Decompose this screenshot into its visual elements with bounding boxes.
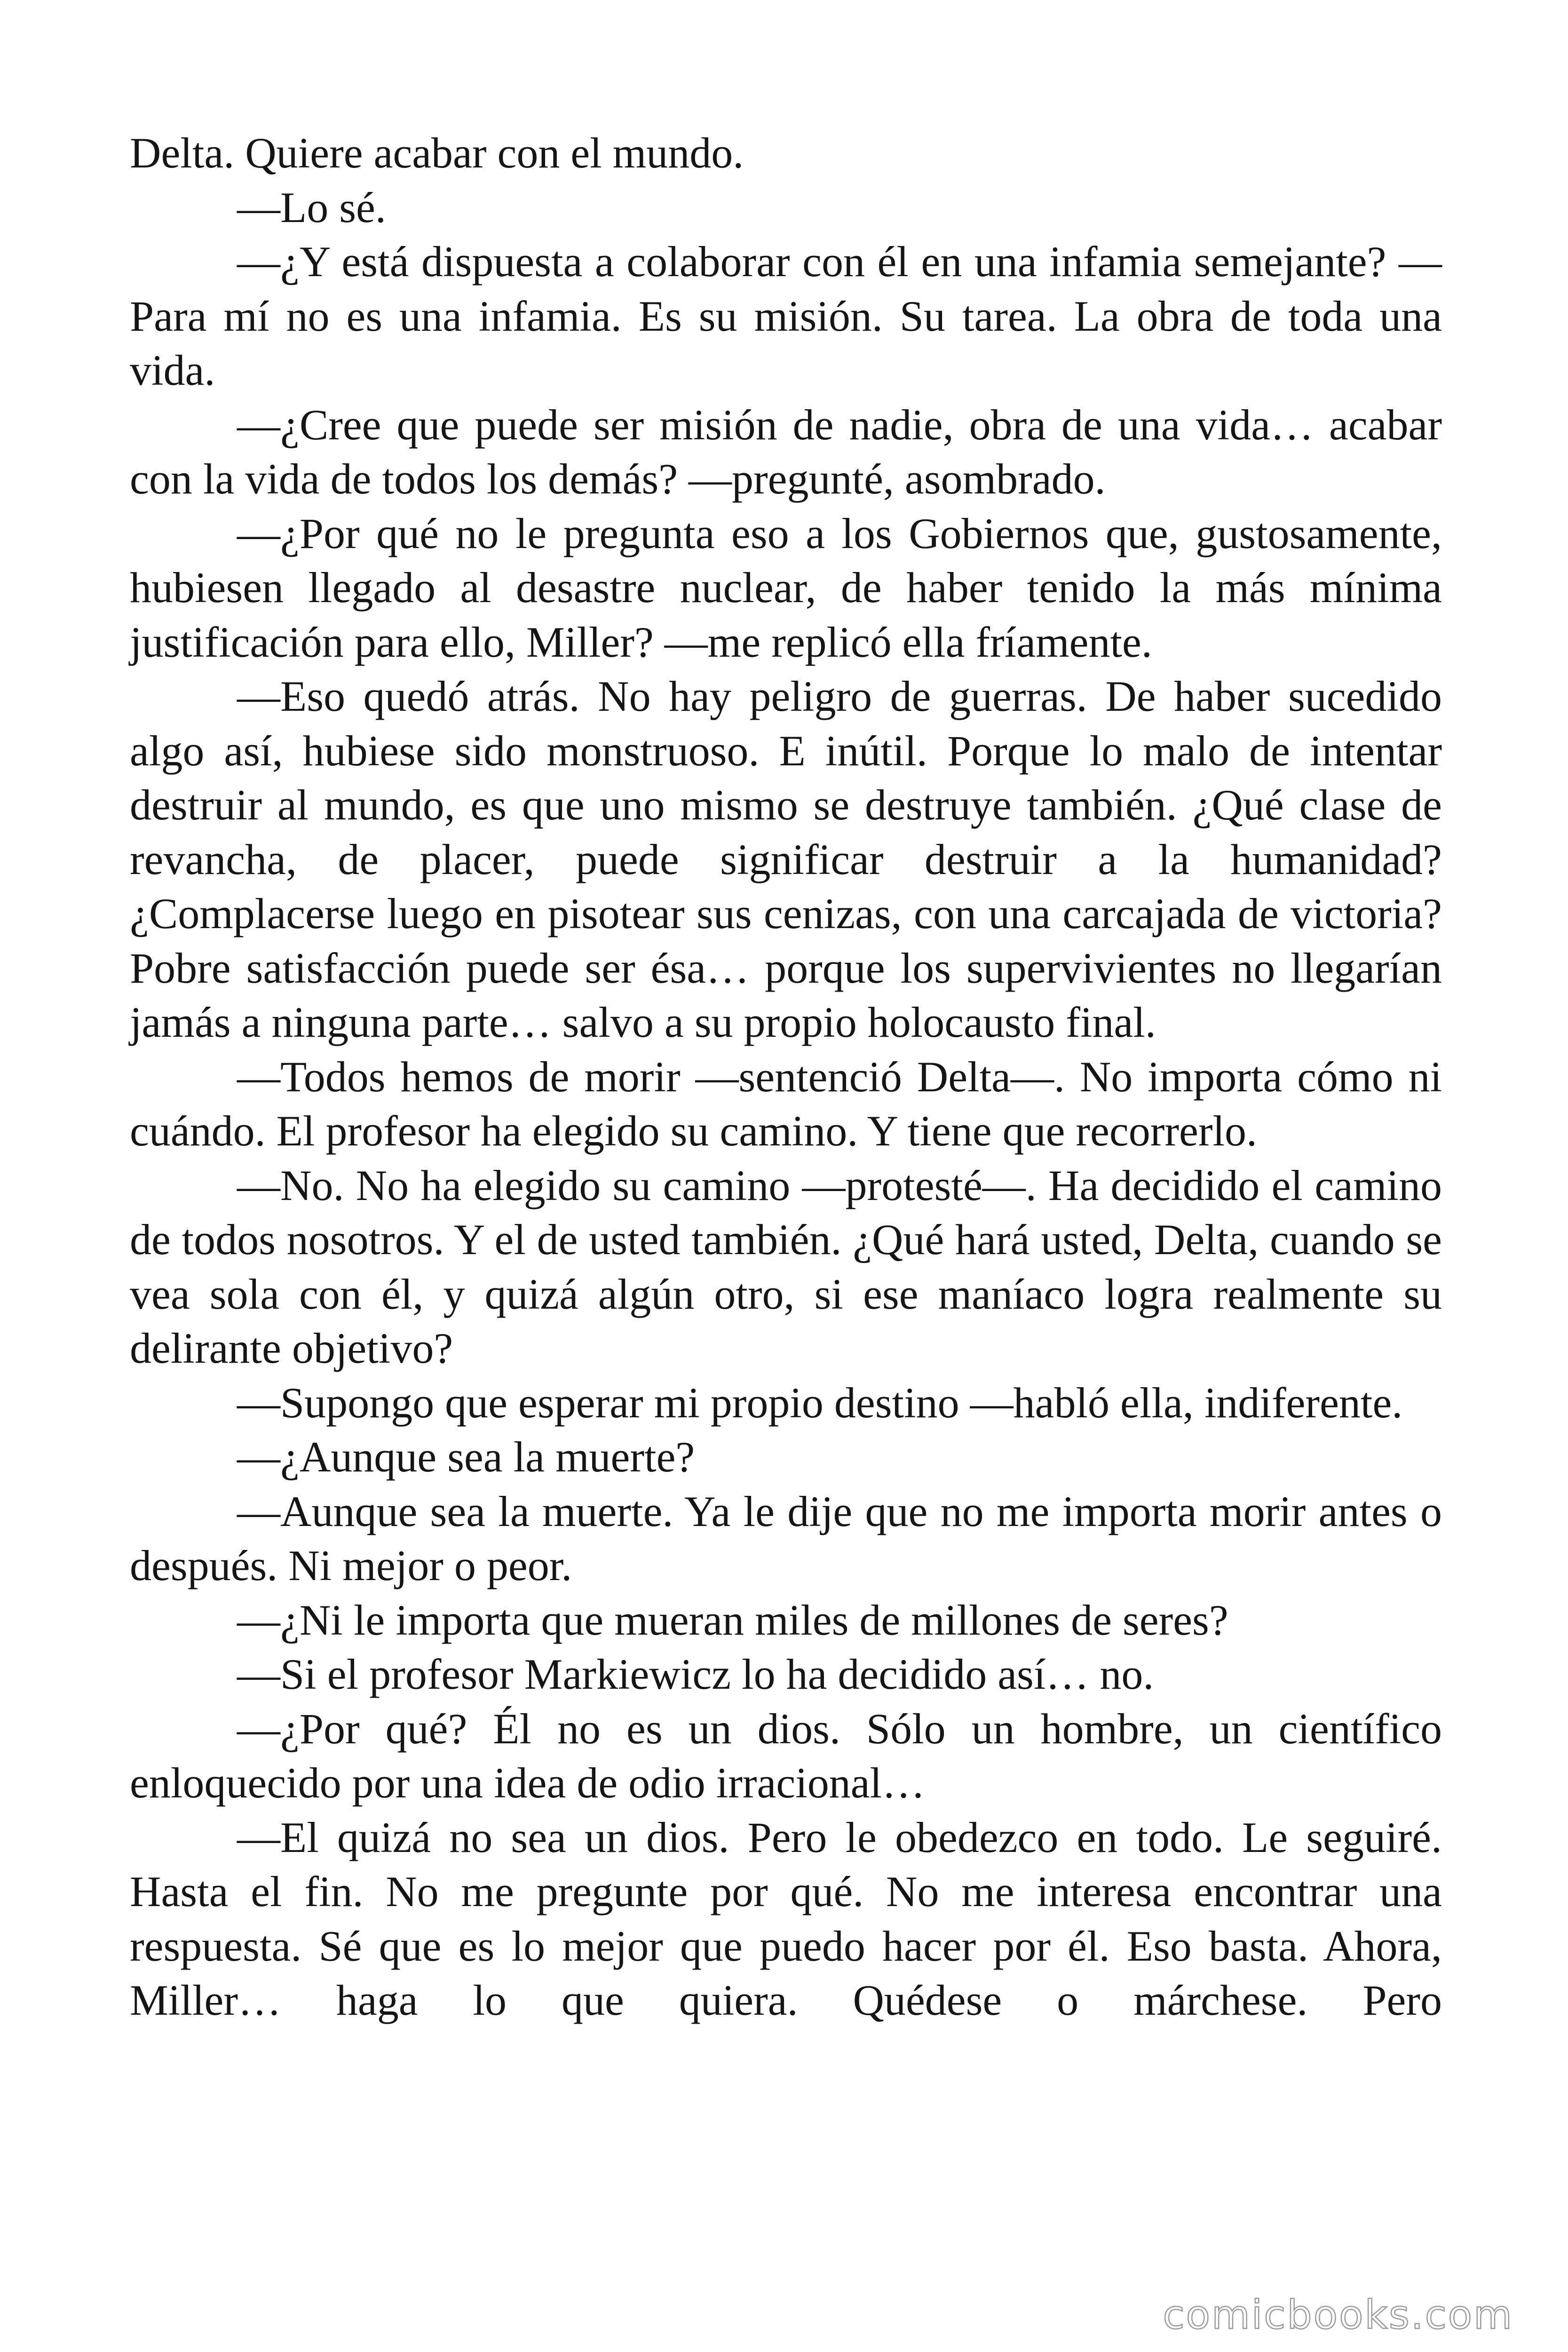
paragraph-3: —¿Y está dispuesta a colaborar con él en una infamia semejante? —Para mí no es una infamia. Es su misión. Su tarea. La obra de toda una vida. <box>130 238 1442 394</box>
paragraph-12: —¿Ni le importa que mueran miles de millones de seres? <box>237 1596 1228 1644</box>
paragraph-1: Delta. Quiere acabar con el mundo. <box>130 129 744 177</box>
page-body <box>130 126 1442 2028</box>
paragraph-14: —¿Por qué? Él no es un dios. Sólo un hombre, un científico enloquecido por una idea de odio irracional… <box>130 1704 1442 1807</box>
paragraph-10: —¿Aunque sea la muerte? <box>237 1433 695 1481</box>
paragraph-8: —No. No ha elegido su camino —protesté—. Ha decidido el camino de todos nosotros. Y el de usted también. ¿Qué hará usted, Delta, cuando se vea sola con él, y quizá algún otro, si ese maníaco logra realmente su delirante objetivo? <box>130 1161 1442 1372</box>
paragraph-9: —Supongo que esperar mi propio destino —habló ella, indiferente. <box>237 1378 1403 1427</box>
paragraph-7: —Todos hemos de morir —sentenció Delta—. No importa cómo ni cuándo. El profesor ha elegido su camino. Y tiene que recorrerlo. <box>130 1052 1442 1155</box>
paragraph-6: —Eso quedó atrás. No hay peligro de guerras. De haber sucedido algo así, hubiese sido monstruoso. E inútil. Porque lo malo de intentar destruir al mundo, es que uno mismo se destruye también. ¿Qué clase de revancha, de placer, puede significar destruir a la humanidad? ¿Complacerse luego en pisotear sus cenizas, con una carcajada de victoria? Pobre satisfacción puede ser ésa… porque los supervivientes no llegarían jamás a ninguna parte… salvo a su propio holocausto final. <box>130 672 1442 1046</box>
paragraph-5: —¿Por qué no le pregunta eso a los Gobiernos que, gustosamente, hubiesen llegado al desastre nuclear, de haber tenido la más mínima justificación para ello, Miller? —me replicó ella fríamente. <box>130 509 1442 666</box>
watermark: comicbooks.com <box>1163 2292 1513 2338</box>
paragraph-4: —¿Cree que puede ser misión de nadie, obra de una vida… acabar con la vida de todos los demás? —pregunté, asombrado. <box>130 400 1442 503</box>
paragraph-2: —Lo sé. <box>237 183 386 231</box>
paragraph-13: —Si el profesor Markiewicz lo ha decidido así… no. <box>237 1650 1154 1698</box>
paragraph-11: —Aunque sea la muerte. Ya le dije que no me importa morir antes o después. Ni mejor o peor. <box>130 1487 1442 1589</box>
paragraph-15: —El quizá no sea un dios. Pero le obedezco en todo. Le seguiré. Hasta el fin. No me pregunte por qué. No me interesa encontrar una respuesta. Sé que es lo mejor que puedo hacer por él. Eso basta. Ahora, Miller… haga lo que quiera. Quédese o márchese. Pero <box>130 1813 1442 2024</box>
